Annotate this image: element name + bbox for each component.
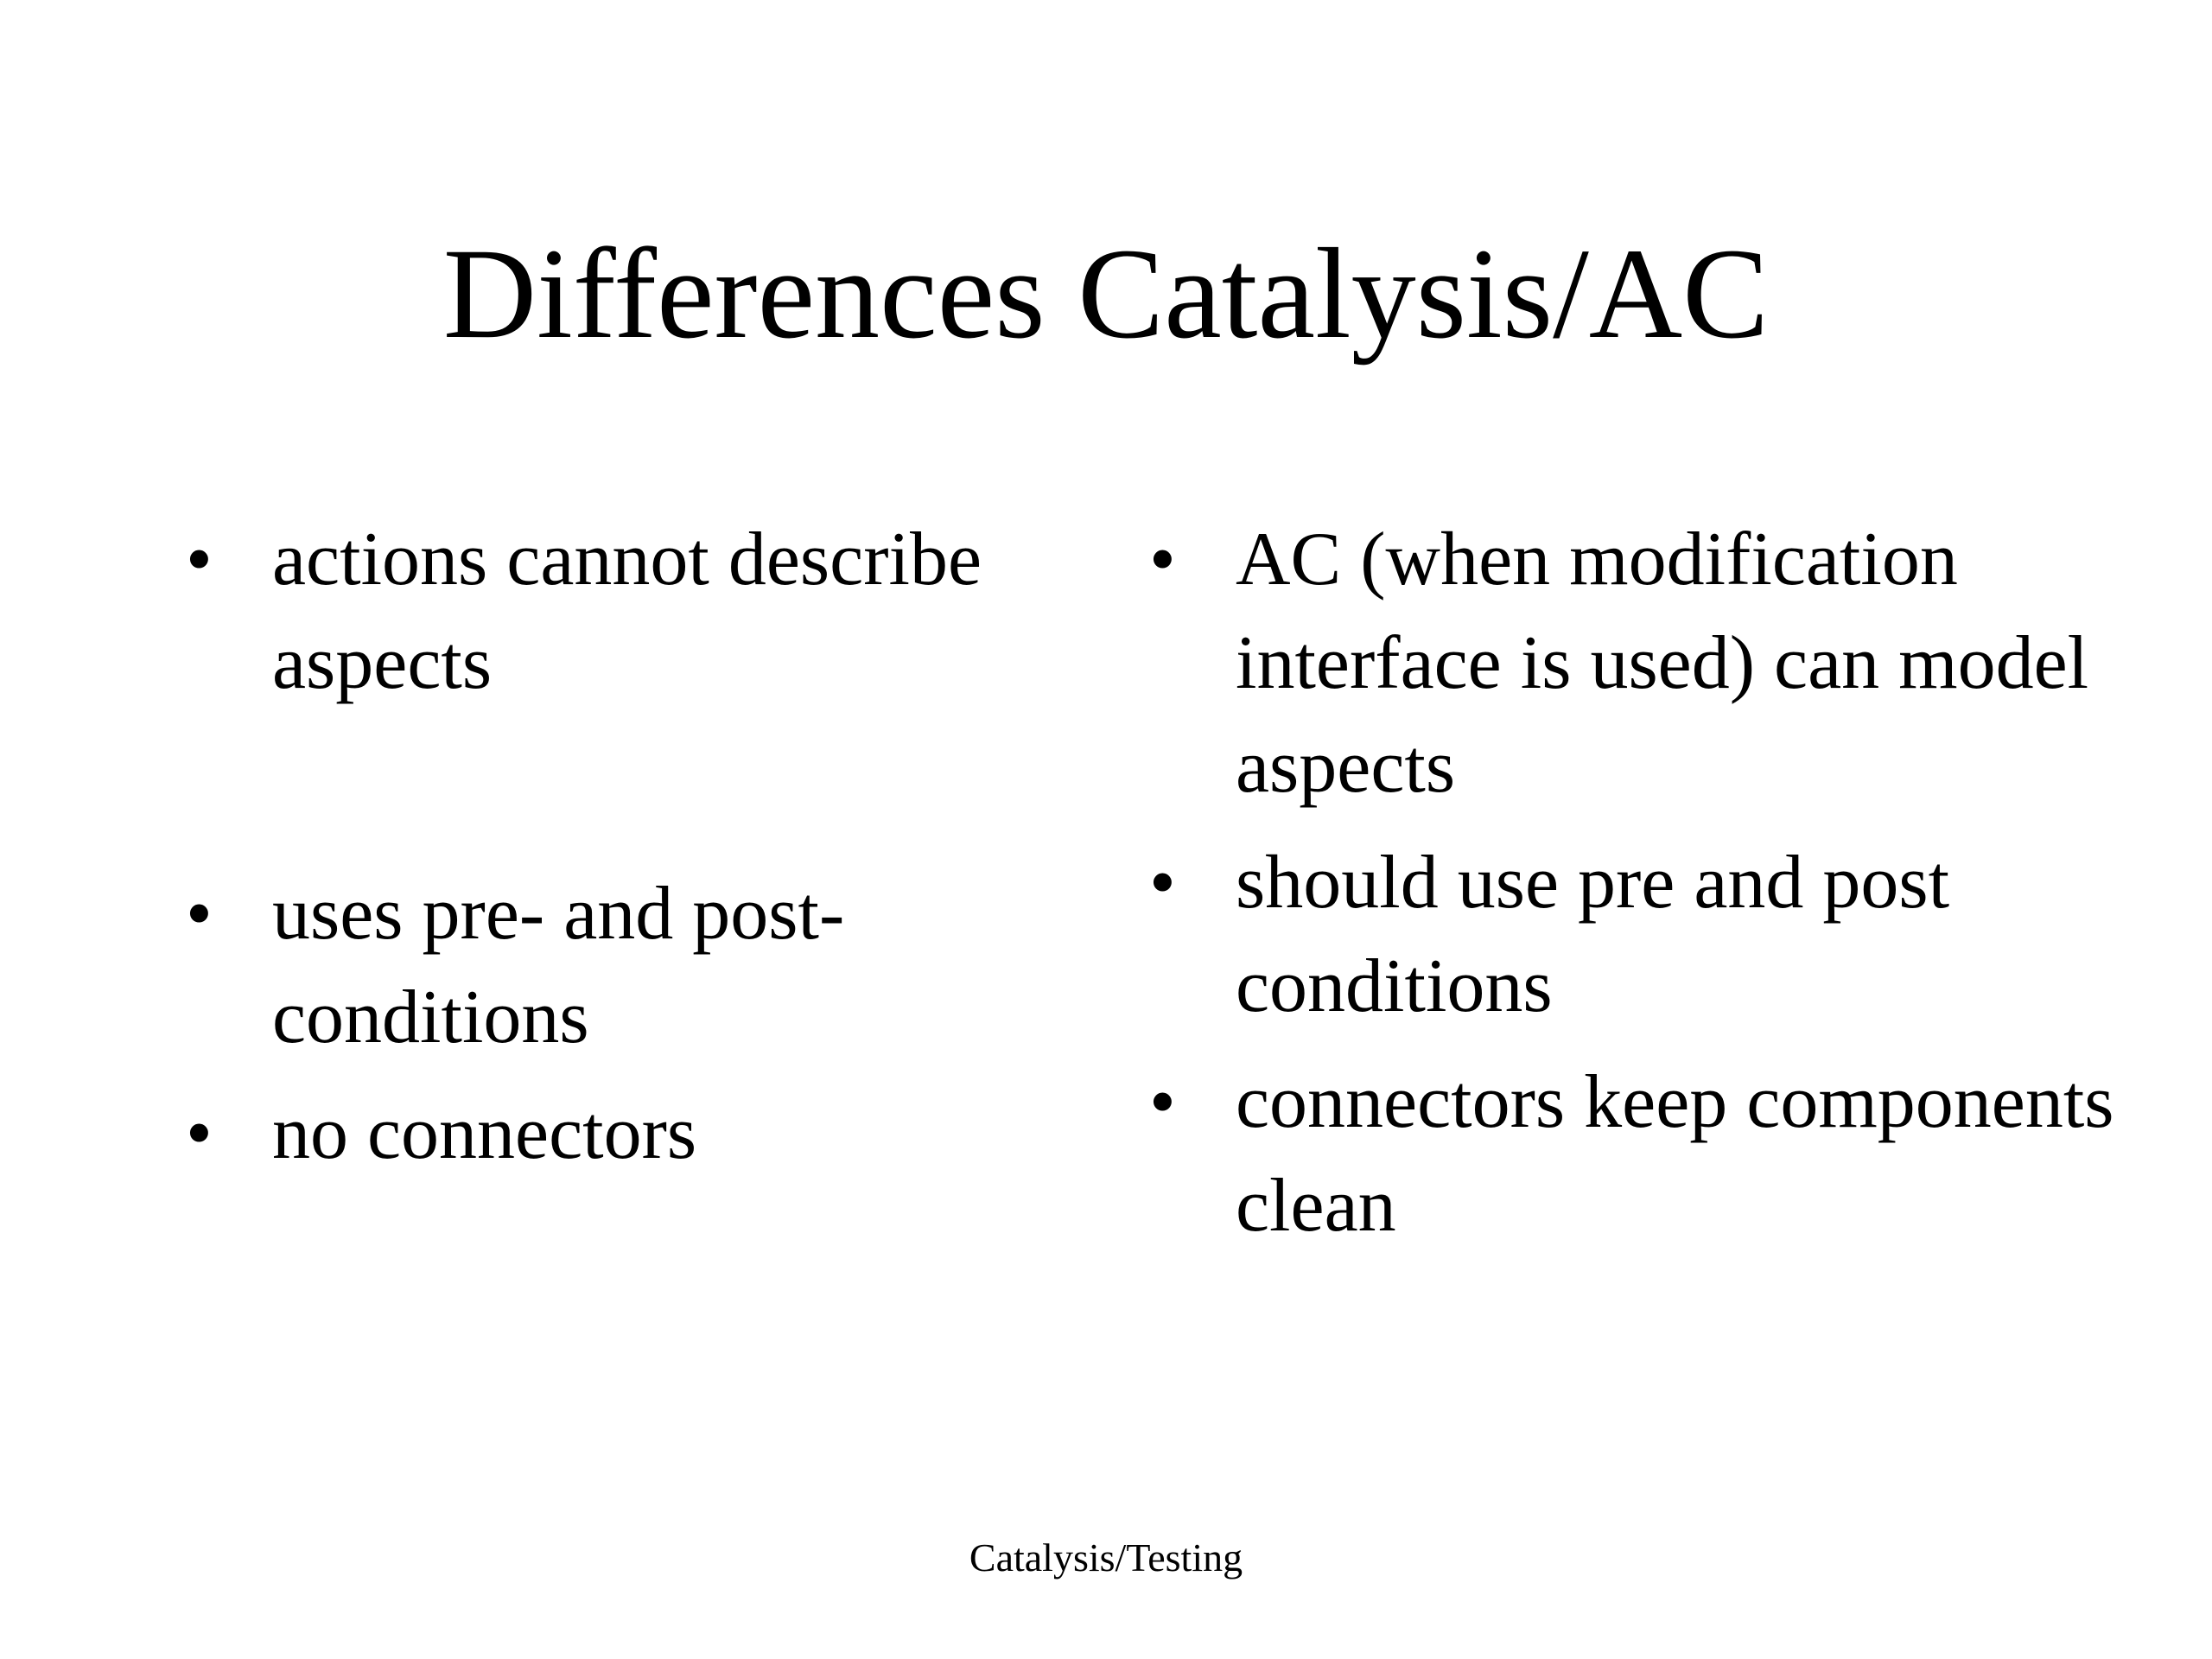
bullet-text: uses pre- and post-conditions [272,872,845,1059]
right-bullet-item [1149,831,2143,1039]
bullet-icon: • [186,518,213,601]
left-bullet-item [186,508,1050,715]
bullet-text: actions cannot describe aspects [272,518,982,705]
bullet-icon: • [186,1091,213,1175]
left-bullet-item [186,1082,1050,1185]
bullet-icon: • [1149,1060,1176,1144]
slide-title: Differences Catalysis/AC [442,222,1770,365]
bullet-text: connectors keep components clean [1236,1060,2114,1248]
left-bullet-item [186,862,1050,1070]
right-bullet-item [1149,1051,2143,1258]
bullet-icon: • [1149,518,1176,601]
bullet-icon: • [186,872,213,956]
right-bullet-item [1149,508,2143,819]
bullet-icon: • [1149,841,1176,925]
bullet-text: no connectors [272,1091,697,1175]
bullet-text: AC (when modification interface is used) can model aspects [1236,518,2089,809]
right-bullet-list [1149,508,2143,1258]
slide-footer: Catalysis/Testing [969,1535,1243,1580]
left-bullet-list [186,508,1050,1185]
bullet-text: should use pre and post conditions [1236,841,1950,1028]
